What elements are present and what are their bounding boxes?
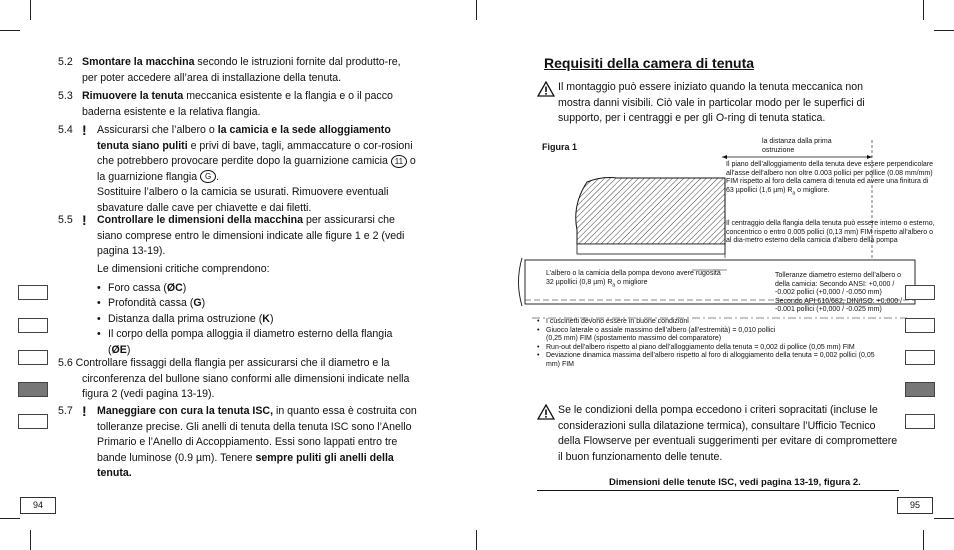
- item-number: 5.4: [58, 124, 73, 136]
- item-bold: Rimuovere la tenuta: [82, 90, 184, 102]
- critical-intro: Le dimensioni critiche comprendono:: [97, 263, 270, 275]
- item-text: o la guarnizione flangia: [97, 155, 416, 183]
- item-number: 5.5: [58, 214, 73, 226]
- item-text: secondo le istruzioni fornite dal produtto-re, per poter accedere all’area di installazione della tenuta.: [82, 56, 401, 84]
- item-text: in quanto essa è costruita con tolleranze precise. Gli anelli di tenuta della tenuta ISC sono l’Anello Primario e l’Anello di Accoppiamento. Essi sono lappati entro tre bande luminose (0.9 µm). Tenere: [97, 405, 417, 464]
- note-plane: Il piano dell’alloggiamento della tenuta deve essere perpendicolare all’asse dell’albero non oltre 0.003 pollici per pollice (0.08 mm/mm) FIM rispetto al foro della camera di tenuta ed avere una finitura di 63 µpollici (1,6 µm) $R_a$ o migliore.: [726, 161, 934, 197]
- section-tab[interactable]: [18, 414, 48, 429]
- page-number: 95: [897, 497, 933, 514]
- list-item: • Giuoco laterale o assiale massimo dell’albero (all’estremità) = 0,010 pollici (0,25 mm) FIM (spostamento massimo del comparatore): [537, 327, 777, 344]
- list-item: • Deviazione dinamica massima dell’albero rispetto al foro di alloggiamento della tenuta = 0,002 pollici (0,05 mm) FIM: [537, 352, 886, 369]
- item-number: 5.2: [58, 56, 73, 68]
- list-item: • Il corpo della pompa alloggia il diametro esterno della flangia (ØE): [97, 327, 398, 358]
- section-tab[interactable]: [905, 318, 935, 333]
- section-tab[interactable]: [905, 414, 935, 429]
- dist-label: la distanza dalla prima ostruzione: [762, 138, 832, 154]
- footer-rule: [537, 490, 899, 491]
- item-bold: sempre puliti gli anelli della tenuta.: [97, 451, 394, 479]
- list-item: • Run-out dell’albero rispetto al piano dell’alloggiamento della tenuta = 0,002 di pollice (0,05 mm) FIM: [537, 344, 916, 353]
- item-text: 5.6 Controllare fissaggi della flangia per assicurarsi che il diametro e la circonferenza del bullone siano conformi alle dimensioni indicate nella figura 2 (vedi pagina 13-19).: [58, 357, 410, 400]
- intro-paragraph: Il montaggio può essere iniziato quando la tenuta meccanica non mostra danni visibili. Ciò vale in particolar modo per le superfici di supporto, per i centraggi e per gli O-ring di tenuta statica.: [558, 81, 865, 124]
- figure-bullets: [537, 318, 875, 370]
- footer-note: Dimensioni delle tenute ISC, vedi pagina 13-19, figura 2.: [609, 477, 861, 488]
- item-text: Sostituire l’albero o la camicia se usurati. Rimuovere eventuali sbavature dalle cave per chiavette e dai filetti.: [97, 186, 389, 214]
- item-text: meccanica esistente e la flangia e o il pacco baderna esistente e la relativa flangia.: [82, 90, 393, 118]
- right-page: [477, 0, 954, 550]
- part-letter-circle: G: [200, 170, 216, 183]
- item-bold: la camicia e la sede alloggiamento tenuta siano puliti: [97, 124, 391, 152]
- warning-triangle-icon: [537, 404, 555, 420]
- list-item: • I cuscinetti devono essere in buone condizioni: [537, 318, 777, 327]
- item-5-6: [58, 356, 418, 403]
- page-title: Requisiti della camera di tenuta: [544, 55, 755, 71]
- section-tab-active[interactable]: [905, 382, 935, 397]
- item-text: Assicurarsi che l’albero o: [97, 124, 218, 136]
- item-number: 5.3: [58, 90, 73, 102]
- critical-list: [97, 281, 415, 359]
- item-number: 5.7: [58, 405, 73, 417]
- note-center: Il centraggio della flangia della tenuta può essere interno o esterno, concentrico o entro 0.005 pollici (0,13 mm) FIM rispetto all’albero o al dia-metro esterno della camicia d’albero della pompa: [726, 220, 935, 245]
- warning-exclamation-icon: !: [82, 403, 87, 419]
- note-shaft: L’albero o la camicia della pompa devono avere rugosità 32 µpollici (0,8 µm) $R_a$ o migliore: [546, 270, 721, 288]
- section-tab[interactable]: [905, 350, 935, 365]
- list-item: • Distanza dalla prima ostruzione (K): [97, 312, 415, 328]
- item-text: .: [216, 170, 220, 183]
- figure-label: Figura 1: [542, 142, 578, 152]
- item-bold: Controllare le dimensioni della macchina: [97, 214, 304, 226]
- critical-dimensions: [97, 262, 415, 358]
- item-text: per assicurarsi che siano comprese entro le dimensioni indicate alle figure 1 e 2 (vedi pagina 13-19).: [97, 214, 405, 257]
- list-item: • Profondità cassa (G): [97, 296, 415, 312]
- warning-exclamation-icon: !: [82, 212, 87, 228]
- item-bold: Smontare la macchina: [82, 56, 195, 68]
- warning-paragraph: Se le condizioni della pompa eccedono i criteri sopracitati (incluse le considerazioni sulla dilatazione termica), consultare l’Ufficio Tecnico della Flowserve per eventuali suggerimenti per evitare di compromettere il buon funzionamento delle tenute.: [558, 404, 898, 463]
- section-tab[interactable]: [905, 285, 935, 300]
- item-text: e privi di bave, tagli, ammaccature o cor-rosioni che potrebbero provocare perdite dopo la guarnizione camicia: [97, 139, 413, 167]
- item-bold: Maneggiare con cura la tenuta ISC,: [97, 405, 274, 417]
- part-number-circle: 11: [391, 155, 407, 168]
- section-tab-active[interactable]: [18, 382, 48, 397]
- page-number: 94: [20, 497, 56, 514]
- note-tolerance: Tolleranze diametro esterno dell’albero o della camicia: Secondo ANSI: +0,000 / -0.002 pollici (+0,000 / -0.050 mm) Secondo API 610/682, DIN/ISO: +0,000 / -0.001 pollici (+0,000 / -0.025 mm): [775, 272, 903, 314]
- section-tab[interactable]: [18, 350, 48, 365]
- section-tab[interactable]: [18, 285, 48, 300]
- list-item: • Foro cassa (ØC): [97, 281, 415, 297]
- section-tab[interactable]: [18, 318, 48, 333]
- warning-exclamation-icon: !: [82, 122, 87, 138]
